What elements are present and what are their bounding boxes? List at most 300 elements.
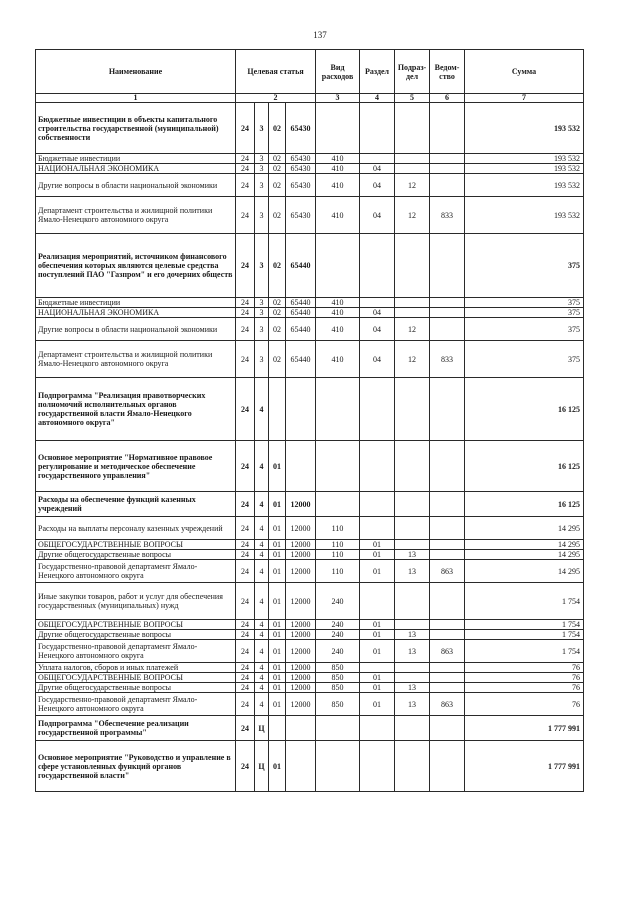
cell-razdel: 01 (360, 630, 395, 640)
cell-target-event: 02 (269, 164, 286, 174)
cell-podrazdel: 13 (395, 630, 430, 640)
cell-target-subprogram: 4 (255, 683, 269, 693)
cell-podrazdel (395, 103, 430, 154)
cell-target-program: 24 (236, 378, 255, 441)
cell-target-program: 24 (236, 716, 255, 741)
table-row (36, 683, 584, 693)
cell-vid: 240 (316, 620, 360, 630)
cell-target-subprogram: 3 (255, 197, 269, 234)
cell-target-direction: 65430 (286, 197, 316, 234)
cell-target-direction: 12000 (286, 550, 316, 560)
header-razdel: Раздел (360, 50, 395, 94)
cell-vid: 410 (316, 318, 360, 341)
cell-name: Расходы на обеспечение функций казенных учреждений (36, 492, 236, 517)
cell-target-program: 24 (236, 318, 255, 341)
cell-target-direction (286, 741, 316, 792)
cell-vid (316, 103, 360, 154)
cell-target-direction: 12000 (286, 693, 316, 716)
cell-name: ОБЩЕГОСУДАРСТВЕННЫЕ ВОПРОСЫ (36, 540, 236, 550)
cell-razdel (360, 517, 395, 540)
cell-vedomstvo: 863 (430, 640, 465, 663)
cell-target-event: 02 (269, 318, 286, 341)
cell-target-subprogram: 4 (255, 693, 269, 716)
cell-target-direction: 65430 (286, 174, 316, 197)
cell-target-subprogram: 4 (255, 517, 269, 540)
cell-razdel: 01 (360, 620, 395, 630)
cell-vid (316, 441, 360, 492)
cell-vedomstvo (430, 673, 465, 683)
cell-target-event: 02 (269, 308, 286, 318)
cell-vedomstvo (430, 716, 465, 741)
cell-sum: 375 (465, 318, 584, 341)
cell-target-direction: 12000 (286, 540, 316, 550)
header-name: Наименование (36, 50, 236, 94)
cell-sum: 76 (465, 663, 584, 673)
cell-podrazdel: 13 (395, 560, 430, 583)
cell-target-program: 24 (236, 683, 255, 693)
header-summa: Сумма (465, 50, 584, 94)
cell-sum: 76 (465, 673, 584, 683)
header-vid: Вид расходов (316, 50, 360, 94)
cell-target-direction: 65430 (286, 154, 316, 164)
cell-target-subprogram: 4 (255, 630, 269, 640)
cell-target-program: 24 (236, 517, 255, 540)
cell-podrazdel (395, 308, 430, 318)
cell-razdel: 01 (360, 540, 395, 550)
cell-target-program: 24 (236, 630, 255, 640)
cell-vedomstvo (430, 540, 465, 550)
cell-vid: 850 (316, 663, 360, 673)
cell-podrazdel: 12 (395, 341, 430, 378)
cell-target-subprogram: 3 (255, 103, 269, 154)
cell-target-event: 02 (269, 197, 286, 234)
cell-target-event: 01 (269, 492, 286, 517)
cell-vid: 240 (316, 583, 360, 620)
cell-razdel: 04 (360, 164, 395, 174)
header-target: Целевая статья (236, 50, 316, 94)
cell-name: Государственно-правовой департамент Ямало-Ненецкого автономного округа (36, 560, 236, 583)
cell-target-subprogram: 3 (255, 308, 269, 318)
cell-name: Департамент строительства и жилищной политики Ямало-Ненецкого автономного округа (36, 341, 236, 378)
cell-vid (316, 741, 360, 792)
cell-razdel (360, 663, 395, 673)
cell-target-direction: 12000 (286, 630, 316, 640)
cell-target-event: 01 (269, 693, 286, 716)
cell-podrazdel (395, 441, 430, 492)
cell-target-subprogram: 4 (255, 673, 269, 683)
cell-target-program: 24 (236, 103, 255, 154)
cell-vedomstvo (430, 318, 465, 341)
cell-razdel: 01 (360, 673, 395, 683)
cell-podrazdel (395, 378, 430, 441)
table-row (36, 174, 584, 197)
cell-target-event: 01 (269, 517, 286, 540)
cell-target-subprogram: 3 (255, 174, 269, 197)
cell-vedomstvo (430, 517, 465, 540)
cell-target-subprogram: 4 (255, 663, 269, 673)
cell-target-program: 24 (236, 441, 255, 492)
cell-sum: 76 (465, 693, 584, 716)
cell-target-event: 01 (269, 441, 286, 492)
cell-target-direction: 12000 (286, 663, 316, 673)
cell-vid: 410 (316, 174, 360, 197)
cell-vid: 410 (316, 154, 360, 164)
cell-target-direction: 65440 (286, 234, 316, 298)
cell-razdel: 01 (360, 550, 395, 560)
cell-name: Другие общегосударственные вопросы (36, 630, 236, 640)
cell-name: Иные закупки товаров, работ и услуг для обеспечения государственных (муниципальных) нужд (36, 583, 236, 620)
cell-sum: 193 532 (465, 154, 584, 164)
table-row (36, 620, 584, 630)
cell-sum: 1 777 991 (465, 716, 584, 741)
cell-sum: 76 (465, 683, 584, 693)
cell-target-subprogram: 3 (255, 154, 269, 164)
cell-vedomstvo (430, 154, 465, 164)
cell-vedomstvo (430, 234, 465, 298)
table-row (36, 640, 584, 663)
cell-podrazdel (395, 673, 430, 683)
cell-vid: 240 (316, 640, 360, 663)
cell-razdel: 04 (360, 341, 395, 378)
cell-target-program: 24 (236, 164, 255, 174)
cell-sum: 193 532 (465, 197, 584, 234)
cell-name: Основное мероприятие "Руководство и управление в сфере установленных функций органов государственной власти" (36, 741, 236, 792)
cell-name: Департамент строительства и жилищной политики Ямало-Ненецкого автономного округа (36, 197, 236, 234)
cell-sum: 16 125 (465, 441, 584, 492)
cell-razdel (360, 492, 395, 517)
cell-target-direction: 12000 (286, 517, 316, 540)
cell-vedomstvo: 833 (430, 341, 465, 378)
cell-name: Подпрограмма "Обеспечение реализации государственной программы" (36, 716, 236, 741)
header-vedomstvo: Ведом-ство (430, 50, 465, 94)
cell-vid: 240 (316, 630, 360, 640)
cell-vid (316, 378, 360, 441)
cell-target-subprogram: 3 (255, 164, 269, 174)
cell-target-subprogram: 4 (255, 540, 269, 550)
cell-razdel: 04 (360, 197, 395, 234)
table-row (36, 308, 584, 318)
cell-target-program: 24 (236, 550, 255, 560)
cell-razdel: 04 (360, 318, 395, 341)
cell-podrazdel (395, 663, 430, 673)
cell-vid: 110 (316, 560, 360, 583)
cell-target-direction (286, 441, 316, 492)
cell-razdel: 01 (360, 640, 395, 663)
cell-target-direction (286, 716, 316, 741)
cell-razdel (360, 103, 395, 154)
cell-vid: 410 (316, 197, 360, 234)
page-number: 137 (313, 30, 327, 40)
budget-table (35, 49, 584, 792)
cell-vedomstvo (430, 298, 465, 308)
colnum: 3 (316, 94, 360, 103)
cell-podrazdel (395, 517, 430, 540)
cell-razdel: 04 (360, 308, 395, 318)
cell-name: Реализация мероприятий, источником финансового обеспечения которых являются целевые средства поступлений ПАО "Газпром" и его дочерних обществ (36, 234, 236, 298)
cell-sum: 375 (465, 341, 584, 378)
cell-target-event: 01 (269, 630, 286, 640)
cell-target-program: 24 (236, 154, 255, 164)
cell-target-program: 24 (236, 341, 255, 378)
cell-podrazdel: 12 (395, 318, 430, 341)
cell-target-program: 24 (236, 197, 255, 234)
cell-target-subprogram: 4 (255, 583, 269, 620)
table-row (36, 298, 584, 308)
cell-target-event: 01 (269, 741, 286, 792)
table-row (36, 197, 584, 234)
cell-target-subprogram: 4 (255, 640, 269, 663)
cell-target-program: 24 (236, 640, 255, 663)
cell-target-event: 02 (269, 234, 286, 298)
cell-razdel (360, 154, 395, 164)
table-row (36, 673, 584, 683)
cell-name: ОБЩЕГОСУДАРСТВЕННЫЕ ВОПРОСЫ (36, 620, 236, 630)
cell-vid (316, 234, 360, 298)
cell-podrazdel (395, 583, 430, 620)
cell-target-direction: 12000 (286, 560, 316, 583)
cell-vid: 110 (316, 550, 360, 560)
cell-vid: 410 (316, 341, 360, 378)
cell-sum: 1 754 (465, 583, 584, 620)
cell-target-subprogram: 4 (255, 620, 269, 630)
cell-target-program: 24 (236, 308, 255, 318)
cell-sum: 14 295 (465, 550, 584, 560)
table-header (36, 50, 584, 103)
table-row (36, 234, 584, 298)
cell-podrazdel (395, 154, 430, 164)
cell-razdel (360, 441, 395, 492)
cell-sum: 1 754 (465, 620, 584, 630)
cell-name: Основное мероприятие "Нормативное правовое регулирование и методическое обеспечение государственного управления" (36, 441, 236, 492)
cell-target-direction: 12000 (286, 620, 316, 630)
cell-target-event: 01 (269, 550, 286, 560)
cell-vedomstvo (430, 492, 465, 517)
cell-sum: 16 125 (465, 492, 584, 517)
cell-target-direction: 65440 (286, 308, 316, 318)
cell-vedomstvo (430, 630, 465, 640)
cell-target-direction: 65440 (286, 298, 316, 308)
cell-vedomstvo (430, 164, 465, 174)
cell-vid: 850 (316, 683, 360, 693)
cell-target-program: 24 (236, 693, 255, 716)
cell-podrazdel: 13 (395, 683, 430, 693)
cell-target-subprogram: 3 (255, 341, 269, 378)
cell-razdel (360, 298, 395, 308)
colnum: 4 (360, 94, 395, 103)
cell-target-subprogram: 3 (255, 318, 269, 341)
cell-sum: 193 532 (465, 103, 584, 154)
cell-target-program: 24 (236, 663, 255, 673)
table-row (36, 560, 584, 583)
cell-target-event: 02 (269, 103, 286, 154)
table-row (36, 341, 584, 378)
cell-target-direction: 12000 (286, 673, 316, 683)
table-body (36, 103, 584, 792)
cell-vedomstvo (430, 583, 465, 620)
cell-vedomstvo: 833 (430, 197, 465, 234)
cell-name: Уплата налогов, сборов и иных платежей (36, 663, 236, 673)
cell-target-subprogram: 4 (255, 441, 269, 492)
table-row (36, 492, 584, 517)
table-row (36, 741, 584, 792)
cell-razdel: 01 (360, 693, 395, 716)
cell-target-event: 01 (269, 640, 286, 663)
table-row (36, 716, 584, 741)
colnum: 2 (236, 94, 316, 103)
cell-sum: 14 295 (465, 540, 584, 550)
cell-sum: 375 (465, 298, 584, 308)
cell-target-direction: 12000 (286, 640, 316, 663)
cell-target-event (269, 378, 286, 441)
cell-target-event: 01 (269, 673, 286, 683)
cell-target-program: 24 (236, 741, 255, 792)
cell-vedomstvo (430, 441, 465, 492)
cell-target-subprogram: 4 (255, 378, 269, 441)
cell-vid (316, 492, 360, 517)
cell-target-program: 24 (236, 298, 255, 308)
cell-target-direction (286, 378, 316, 441)
cell-target-program: 24 (236, 540, 255, 550)
cell-vid: 110 (316, 517, 360, 540)
cell-name: Другие общегосударственные вопросы (36, 550, 236, 560)
cell-target-event: 02 (269, 154, 286, 164)
cell-vedomstvo (430, 620, 465, 630)
cell-razdel (360, 583, 395, 620)
cell-vedomstvo (430, 378, 465, 441)
cell-target-event: 01 (269, 683, 286, 693)
cell-sum: 1 777 991 (465, 741, 584, 792)
cell-target-direction: 65430 (286, 164, 316, 174)
cell-podrazdel (395, 620, 430, 630)
cell-name: Расходы на выплаты персоналу казенных учреждений (36, 517, 236, 540)
cell-podrazdel (395, 741, 430, 792)
cell-podrazdel (395, 234, 430, 298)
cell-sum: 193 532 (465, 164, 584, 174)
colnum: 6 (430, 94, 465, 103)
cell-podrazdel (395, 164, 430, 174)
colnum: 5 (395, 94, 430, 103)
cell-podrazdel (395, 298, 430, 308)
cell-podrazdel (395, 492, 430, 517)
cell-target-direction: 65430 (286, 103, 316, 154)
cell-vedomstvo (430, 174, 465, 197)
cell-sum: 375 (465, 308, 584, 318)
cell-razdel (360, 741, 395, 792)
cell-vid: 110 (316, 540, 360, 550)
table-row (36, 663, 584, 673)
cell-vid: 850 (316, 693, 360, 716)
cell-target-event: 01 (269, 620, 286, 630)
cell-vid (316, 716, 360, 741)
cell-name: Другие вопросы в области национальной экономики (36, 174, 236, 197)
cell-target-program: 24 (236, 492, 255, 517)
cell-sum: 1 754 (465, 630, 584, 640)
cell-target-program: 24 (236, 560, 255, 583)
cell-target-event: 01 (269, 583, 286, 620)
cell-podrazdel (395, 540, 430, 550)
cell-target-program: 24 (236, 583, 255, 620)
cell-target-event: 02 (269, 341, 286, 378)
cell-name: Подпрограмма "Реализация правотворческих полномочий исполнительных органов государственной власти Ямало-Ненецкого автономного округа" (36, 378, 236, 441)
cell-vedomstvo (430, 308, 465, 318)
header-podrazdel: Подраз-дел (395, 50, 430, 94)
cell-target-event: 02 (269, 298, 286, 308)
cell-podrazdel: 12 (395, 174, 430, 197)
cell-target-event: 02 (269, 174, 286, 197)
cell-name: Бюджетные инвестиции в объекты капитального строительства государственной (муниципальной) собственности (36, 103, 236, 154)
table-row (36, 540, 584, 550)
table-row (36, 441, 584, 492)
cell-target-program: 24 (236, 673, 255, 683)
cell-razdel (360, 378, 395, 441)
cell-podrazdel: 12 (395, 197, 430, 234)
cell-target-direction: 12000 (286, 683, 316, 693)
cell-vedomstvo (430, 741, 465, 792)
cell-target-direction: 12000 (286, 492, 316, 517)
cell-vid: 410 (316, 298, 360, 308)
cell-target-program: 24 (236, 620, 255, 630)
cell-target-event: 01 (269, 540, 286, 550)
table-row (36, 103, 584, 154)
cell-name: Бюджетные инвестиции (36, 154, 236, 164)
cell-name: ОБЩЕГОСУДАРСТВЕННЫЕ ВОПРОСЫ (36, 673, 236, 683)
cell-target-program: 24 (236, 234, 255, 298)
cell-target-subprogram: 4 (255, 560, 269, 583)
table-row (36, 693, 584, 716)
cell-name: Государственно-правовой департамент Ямало-Ненецкого автономного округа (36, 640, 236, 663)
cell-vid: 410 (316, 308, 360, 318)
cell-target-subprogram: 4 (255, 492, 269, 517)
cell-name: Другие вопросы в области национальной экономики (36, 318, 236, 341)
cell-vedomstvo: 863 (430, 560, 465, 583)
cell-podrazdel: 13 (395, 640, 430, 663)
table-row (36, 154, 584, 164)
colnum: 1 (36, 94, 236, 103)
cell-name: НАЦИОНАЛЬНАЯ ЭКОНОМИКА (36, 308, 236, 318)
cell-vedomstvo (430, 103, 465, 154)
table-row (36, 378, 584, 441)
cell-sum: 14 295 (465, 517, 584, 540)
cell-sum: 193 532 (465, 174, 584, 197)
cell-target-event: 01 (269, 560, 286, 583)
cell-target-subprogram: Ц (255, 741, 269, 792)
cell-vedomstvo (430, 663, 465, 673)
table-row (36, 583, 584, 620)
cell-name: Бюджетные инвестиции (36, 298, 236, 308)
table-row (36, 630, 584, 640)
cell-target-subprogram: 3 (255, 234, 269, 298)
cell-target-direction: 12000 (286, 583, 316, 620)
cell-vid: 850 (316, 673, 360, 683)
cell-target-direction: 65440 (286, 341, 316, 378)
colnum: 7 (465, 94, 584, 103)
table-row (36, 318, 584, 341)
cell-name: НАЦИОНАЛЬНАЯ ЭКОНОМИКА (36, 164, 236, 174)
cell-target-subprogram: 3 (255, 298, 269, 308)
cell-name: Государственно-правовой департамент Ямало-Ненецкого автономного округа (36, 693, 236, 716)
cell-vid: 410 (316, 164, 360, 174)
cell-podrazdel: 13 (395, 550, 430, 560)
cell-name: Другие общегосударственные вопросы (36, 683, 236, 693)
cell-razdel: 04 (360, 174, 395, 197)
table-row (36, 164, 584, 174)
cell-target-subprogram: Ц (255, 716, 269, 741)
cell-vedomstvo (430, 683, 465, 693)
cell-podrazdel (395, 716, 430, 741)
cell-target-event: 01 (269, 663, 286, 673)
cell-sum: 14 295 (465, 560, 584, 583)
cell-sum: 16 125 (465, 378, 584, 441)
